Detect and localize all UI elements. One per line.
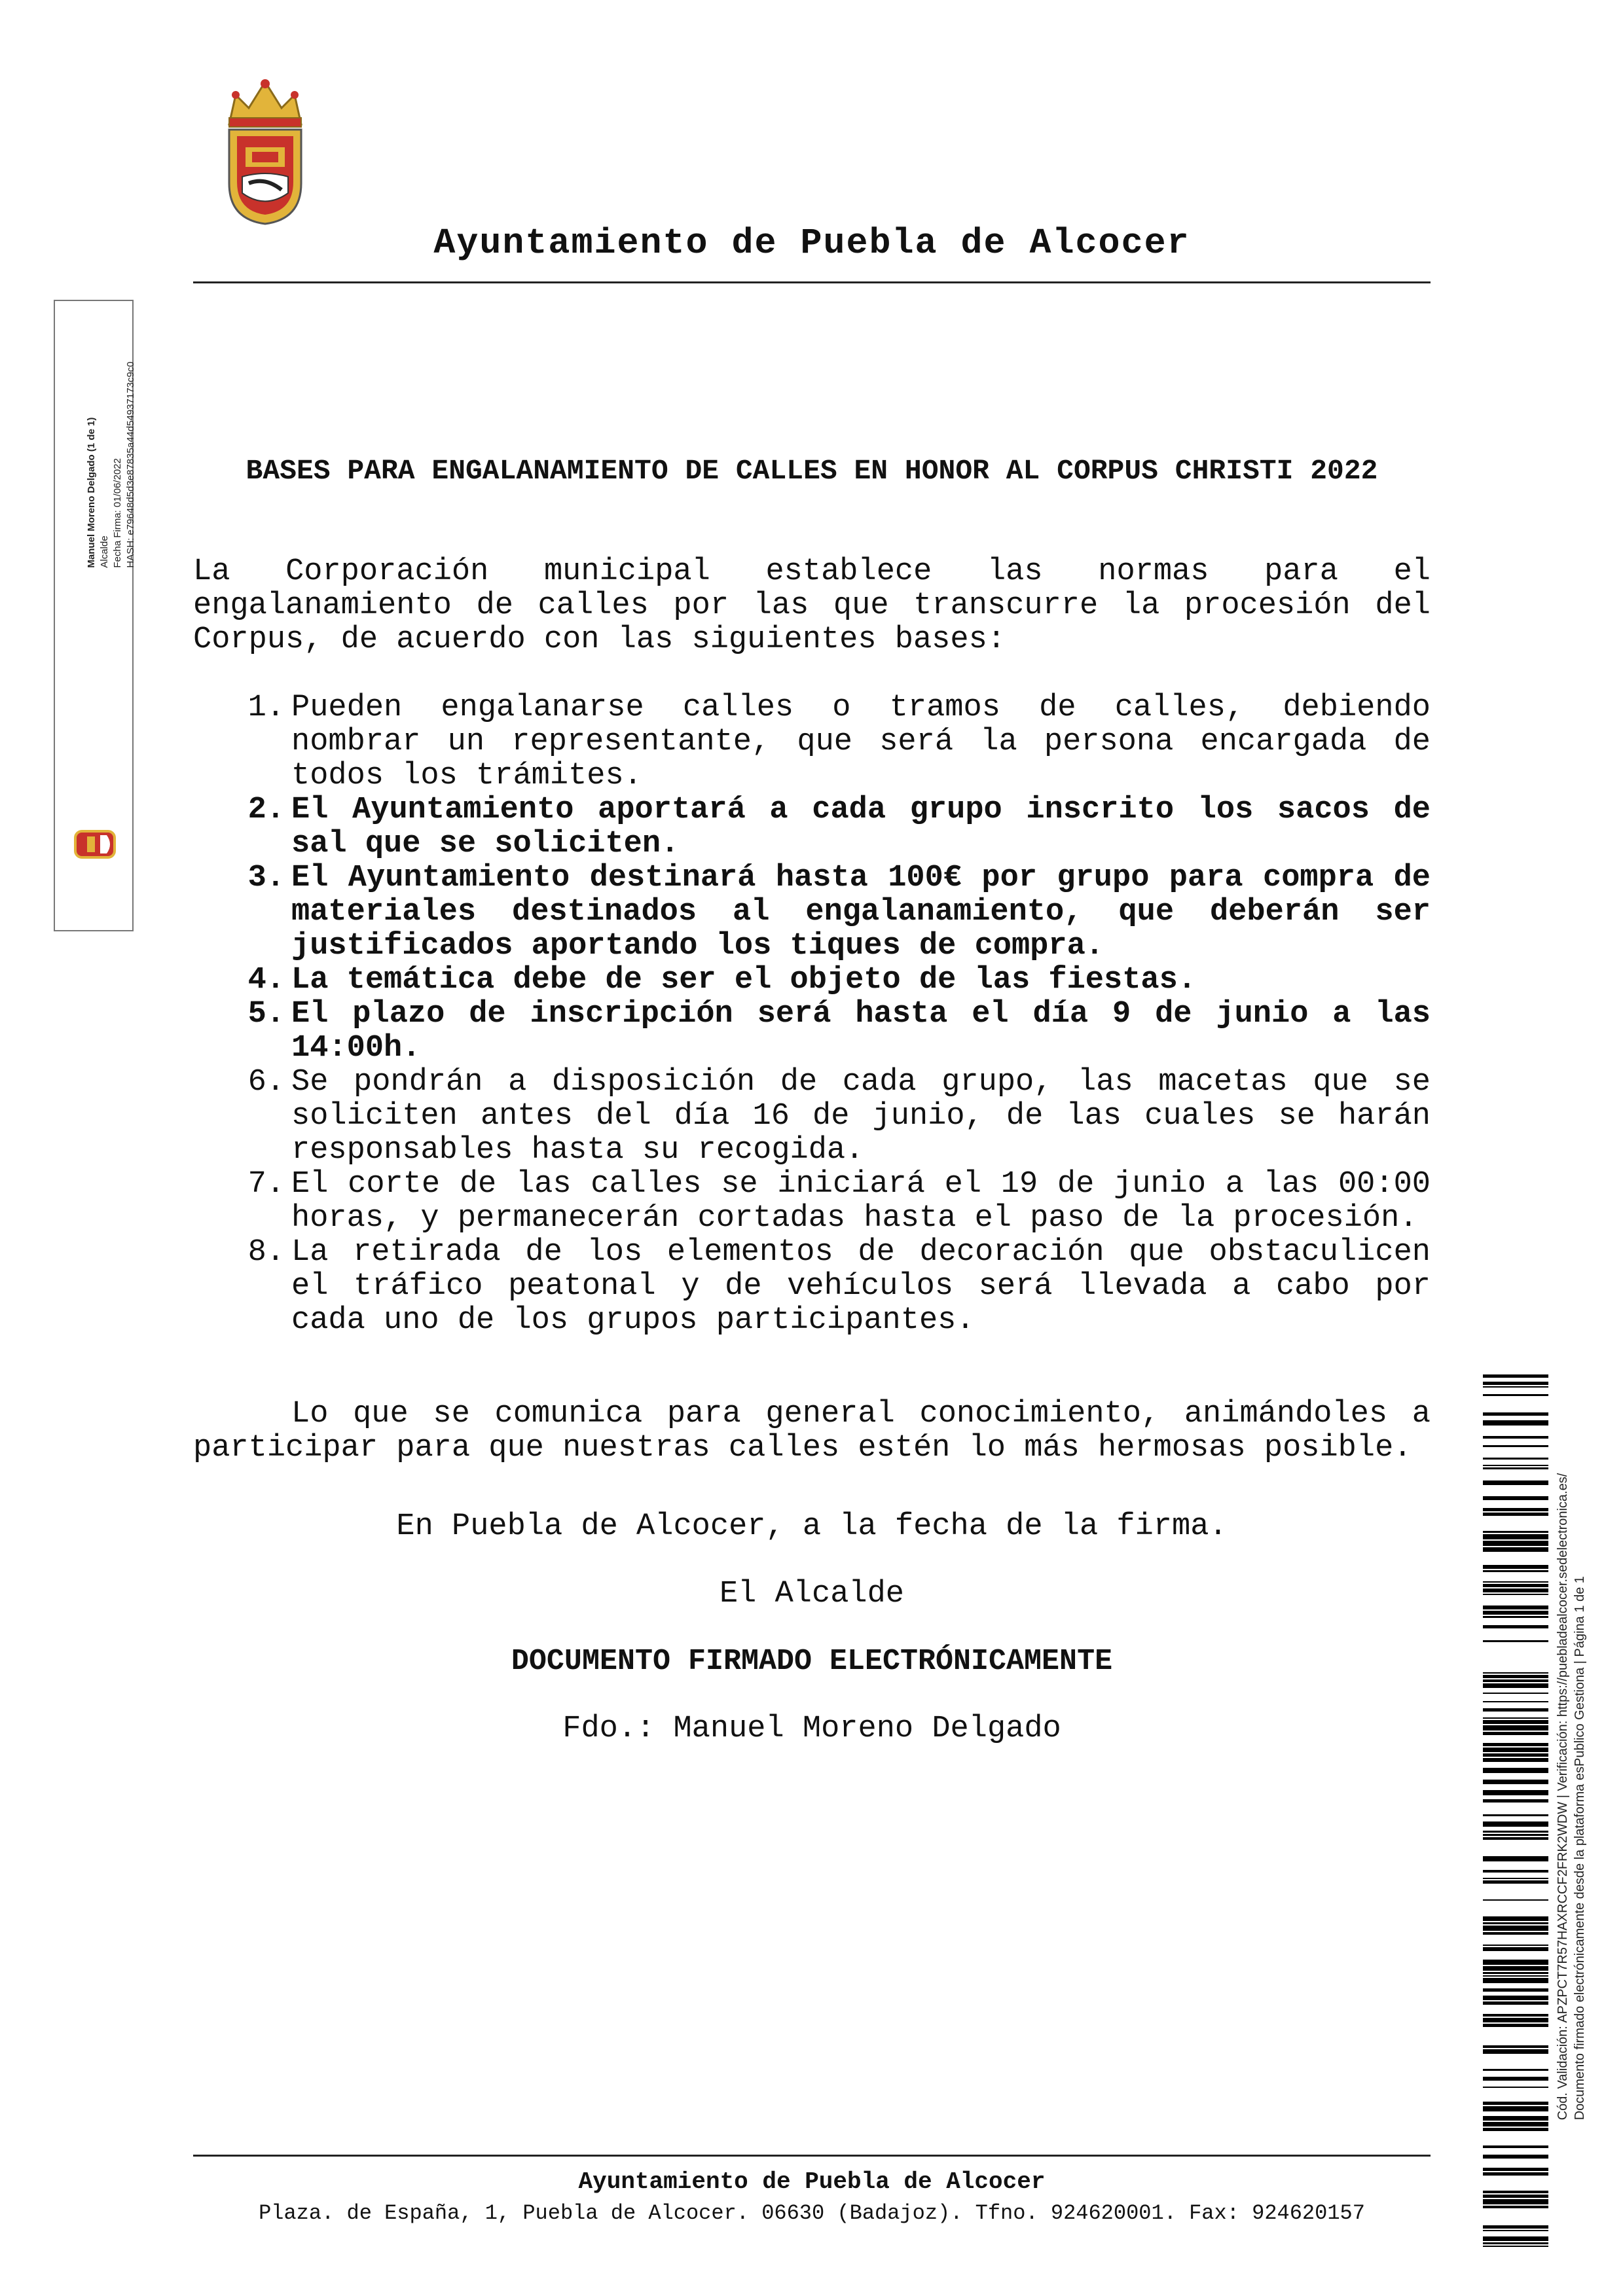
barcode-bar	[1483, 1436, 1548, 1439]
barcode-bar	[1483, 2230, 1548, 2231]
barcode-bar	[1483, 1467, 1548, 1469]
signer-role-line: El Alcalde	[719, 1577, 905, 1611]
barcode-bar	[1483, 1880, 1548, 1884]
barcode-bar	[1483, 1799, 1548, 1803]
barcode-bar	[1483, 1932, 1548, 1935]
barcode-bar	[1483, 1693, 1548, 1694]
barcode-bar	[1483, 1588, 1548, 1592]
barcode-bar	[1483, 1831, 1548, 1833]
header-divider	[193, 281, 1431, 283]
barcode-bar	[1483, 1926, 1548, 1931]
list-item: 7. El corte de las calles se iniciará el 19 de junio a las 00:00 horas, y permanecerán cortadas hasta el paso de la procesión.	[247, 1167, 1431, 1236]
barcode-bar	[1483, 1922, 1548, 1924]
barcode-bar	[1483, 1394, 1548, 1396]
barcode-bar	[1483, 1458, 1548, 1460]
barcode-bar	[1483, 1513, 1548, 1516]
barcode-bar	[1483, 1996, 1548, 2000]
barcode-bar	[1483, 1445, 1548, 1447]
barcode-bar	[1483, 1701, 1548, 1702]
validation-platform: Documento firmado electrónicamente desde la plataforma esPublico Gestiona | Página 1 de 1	[1573, 1576, 1587, 2121]
list-item: 3. El Ayuntamiento destinará hasta 100€ por grupo para compra de materiales destinados al engalanamiento, que deberán ser justificados aportando los tiques de compra.	[247, 861, 1431, 963]
barcode-bar	[1483, 1534, 1548, 1539]
barcode-bar	[1483, 1878, 1548, 1879]
intro-paragraph: La Corporación municipal establece las normas para el engalanamiento de calles por las que transcurre la procesión del Corpus, de acuerdo con las siguientes bases:	[193, 554, 1431, 657]
list-item: 4. La temática debe de ser el objeto de las fiestas.	[247, 963, 1197, 997]
place-date: En Puebla de Alcocer, a la fecha de la firma.	[396, 1509, 1228, 1544]
barcode-bar	[1483, 1565, 1548, 1569]
barcode-bar	[1483, 1856, 1548, 1861]
signer-role: Alcalde	[99, 535, 110, 568]
barcode-bar	[1483, 1837, 1548, 1840]
barcode-bar	[1483, 1988, 1548, 1992]
signed-label: DOCUMENTO FIRMADO ELECTRÓNICAMENTE	[511, 1645, 1113, 1678]
barcode-bar	[1483, 1412, 1548, 1416]
barcode-bar	[1483, 1382, 1548, 1385]
barcode-bar	[1483, 1870, 1548, 1873]
barcode-bar	[1483, 1743, 1548, 1746]
barcode-bar	[1483, 1975, 1548, 1977]
barcode-bar	[1483, 1581, 1548, 1583]
barcode-bar	[1483, 2195, 1548, 2198]
barcode-bar	[1483, 1496, 1548, 1500]
header-title: Ayuntamiento de Puebla de Alcocer	[433, 223, 1190, 264]
barcode-bar	[1483, 1683, 1548, 1688]
bases-list	[193, 691, 1431, 1338]
signature-hash: HASH: e79648d5d3e87835a44d54937173c9c0	[125, 361, 136, 568]
barcode-bar	[1483, 1780, 1548, 1784]
signer-line: Fdo.: Manuel Moreno Delgado	[562, 1712, 1061, 1746]
list-item: 5. El plazo de inscripción será hasta el día 9 de junio a las 14:00h.	[247, 997, 1431, 1066]
barcode-bar	[1483, 2155, 1548, 2159]
barcode-bar	[1483, 1531, 1548, 1533]
barcode-bar	[1483, 1374, 1548, 1378]
barcode-bar	[1483, 1420, 1548, 1426]
barcode-bar	[1483, 2145, 1548, 2148]
barcode-bar	[1483, 2199, 1548, 2204]
barcode-bar	[1483, 2236, 1548, 2241]
barcode-bar	[1483, 1625, 1548, 1628]
barcode-bar	[1483, 1978, 1548, 1983]
signer-name: Manuel Moreno Delgado (1 de 1)	[86, 417, 97, 568]
barcode-bar	[1483, 1386, 1548, 1388]
barcode-bar	[1483, 1753, 1548, 1757]
barcode-bar	[1483, 1508, 1548, 1511]
barcode-bar	[1483, 1584, 1548, 1587]
barcode-bar	[1483, 1947, 1548, 1951]
barcode-bar	[1483, 1708, 1548, 1712]
barcode-bar	[1483, 2077, 1548, 2081]
barcode-bar	[1483, 1547, 1548, 1552]
barcode-bar	[1483, 1966, 1548, 1971]
barcode-bar	[1483, 1465, 1548, 1466]
barcode-bar	[1483, 2168, 1548, 2171]
signature-box	[54, 300, 134, 931]
barcode-bar	[1483, 1640, 1548, 1642]
barcode-bar	[1483, 1972, 1548, 1974]
barcode-bar	[1483, 1899, 1548, 1901]
list-item: 8. La retirada de los elementos de decoración que obstaculicen el tráfico peatonal y de vehículos será llevada a cabo por cada uno de los grupos participantes.	[247, 1235, 1431, 1338]
list-item: 1. Pueden engalanarse calles o tramos de calles, debiendo nombrar un representante, que será la persona encargada de todos los trámites.	[247, 691, 1431, 793]
barcode-bar	[1483, 2206, 1548, 2208]
barcode-bar	[1483, 1541, 1548, 1546]
barcode-bar	[1483, 1616, 1548, 1618]
barcode-bar	[1483, 1834, 1548, 1836]
barcode-bar	[1483, 1916, 1548, 1921]
barcode-bar	[1483, 1748, 1548, 1752]
footer-name: Ayuntamiento de Puebla de Alcocer	[578, 2168, 1046, 2195]
municipal-crest-logo	[223, 79, 308, 226]
barcode-bar	[1483, 2069, 1548, 2071]
closing-paragraph: Lo que se comunica para general conocimiento, animándoles a participar para que nuestras calles estén lo más hermosas posible.	[193, 1397, 1431, 1465]
barcode-bar	[1483, 1758, 1548, 1762]
barcode-bar	[1483, 2018, 1548, 2022]
barcode-bar	[1483, 1720, 1548, 1724]
barcode-bar	[1483, 1611, 1548, 1615]
validation-code: Cód. Validación: APZPCT7R57HAXRCCF2FRK2WDW | Verificación: https://puebladealcocer.sedelectronica.es/	[1556, 1473, 1570, 2121]
barcode-bar	[1483, 2001, 1548, 2005]
barcode-bar	[1483, 1945, 1548, 1946]
footer-address: Plaza. de España, 1, Puebla de Alcocer. 06630 (Badajoz). Tfno. 924620001. Fax: 924620157	[259, 2201, 1365, 2225]
barcode-bar	[1483, 2122, 1548, 2126]
barcode-bar	[1483, 2045, 1548, 2048]
barcode-bar	[1483, 1594, 1548, 1595]
barcode-bar	[1483, 2049, 1548, 2054]
signature-date: Fecha Firma: 01/06/2022	[112, 458, 123, 568]
barcode-bar	[1483, 1768, 1548, 1773]
barcode-bar	[1483, 2172, 1548, 2176]
barcode-bar	[1483, 2014, 1548, 2017]
barcode-image	[1483, 1374, 1548, 2251]
barcode-bar	[1483, 2116, 1548, 2121]
barcode-bar	[1483, 1725, 1548, 1731]
footer-divider	[193, 2155, 1431, 2157]
barcode-bar	[1483, 1790, 1548, 1795]
list-item: 6. Se pondrán a disposición de cada grupo, las macetas que se soliciten antes del día 16 de junio, de las cuales se harán responsables hasta su recogida.	[247, 1065, 1431, 1168]
barcode-bar	[1483, 1675, 1548, 1678]
barcode-bar	[1483, 1732, 1548, 1735]
barcode-bar	[1483, 2225, 1548, 2229]
list-item: 2. El Ayuntamiento aportará a cada grupo inscrito los sacos de sal que se soliciten.	[247, 793, 1431, 861]
barcode-bar	[1483, 1679, 1548, 1682]
barcode-bar	[1483, 2128, 1548, 2131]
barcode-bar	[1483, 1717, 1548, 1719]
barcode-bar	[1483, 1605, 1548, 1609]
barcode-bar	[1483, 2246, 1548, 2247]
barcode-bar	[1483, 2106, 1548, 2111]
barcode-bar	[1483, 1814, 1548, 1816]
barcode-bar	[1483, 2242, 1548, 2244]
document-title: BASES PARA ENGALANAMIENTO DE CALLES EN HONOR AL CORPUS CHRISTI 2022	[246, 455, 1378, 487]
barcode-bar	[1483, 2102, 1548, 2105]
barcode-bar	[1483, 1480, 1548, 1485]
barcode-bar	[1483, 1672, 1548, 1674]
barcode-bar	[1483, 1570, 1548, 1572]
barcode-bar	[1483, 2087, 1548, 2088]
barcode-bar	[1483, 2024, 1548, 2027]
signature-crest-icon	[66, 825, 124, 864]
barcode-bar	[1483, 1960, 1548, 1965]
barcode-bar	[1483, 2191, 1548, 2193]
barcode-bar	[1483, 1821, 1548, 1827]
